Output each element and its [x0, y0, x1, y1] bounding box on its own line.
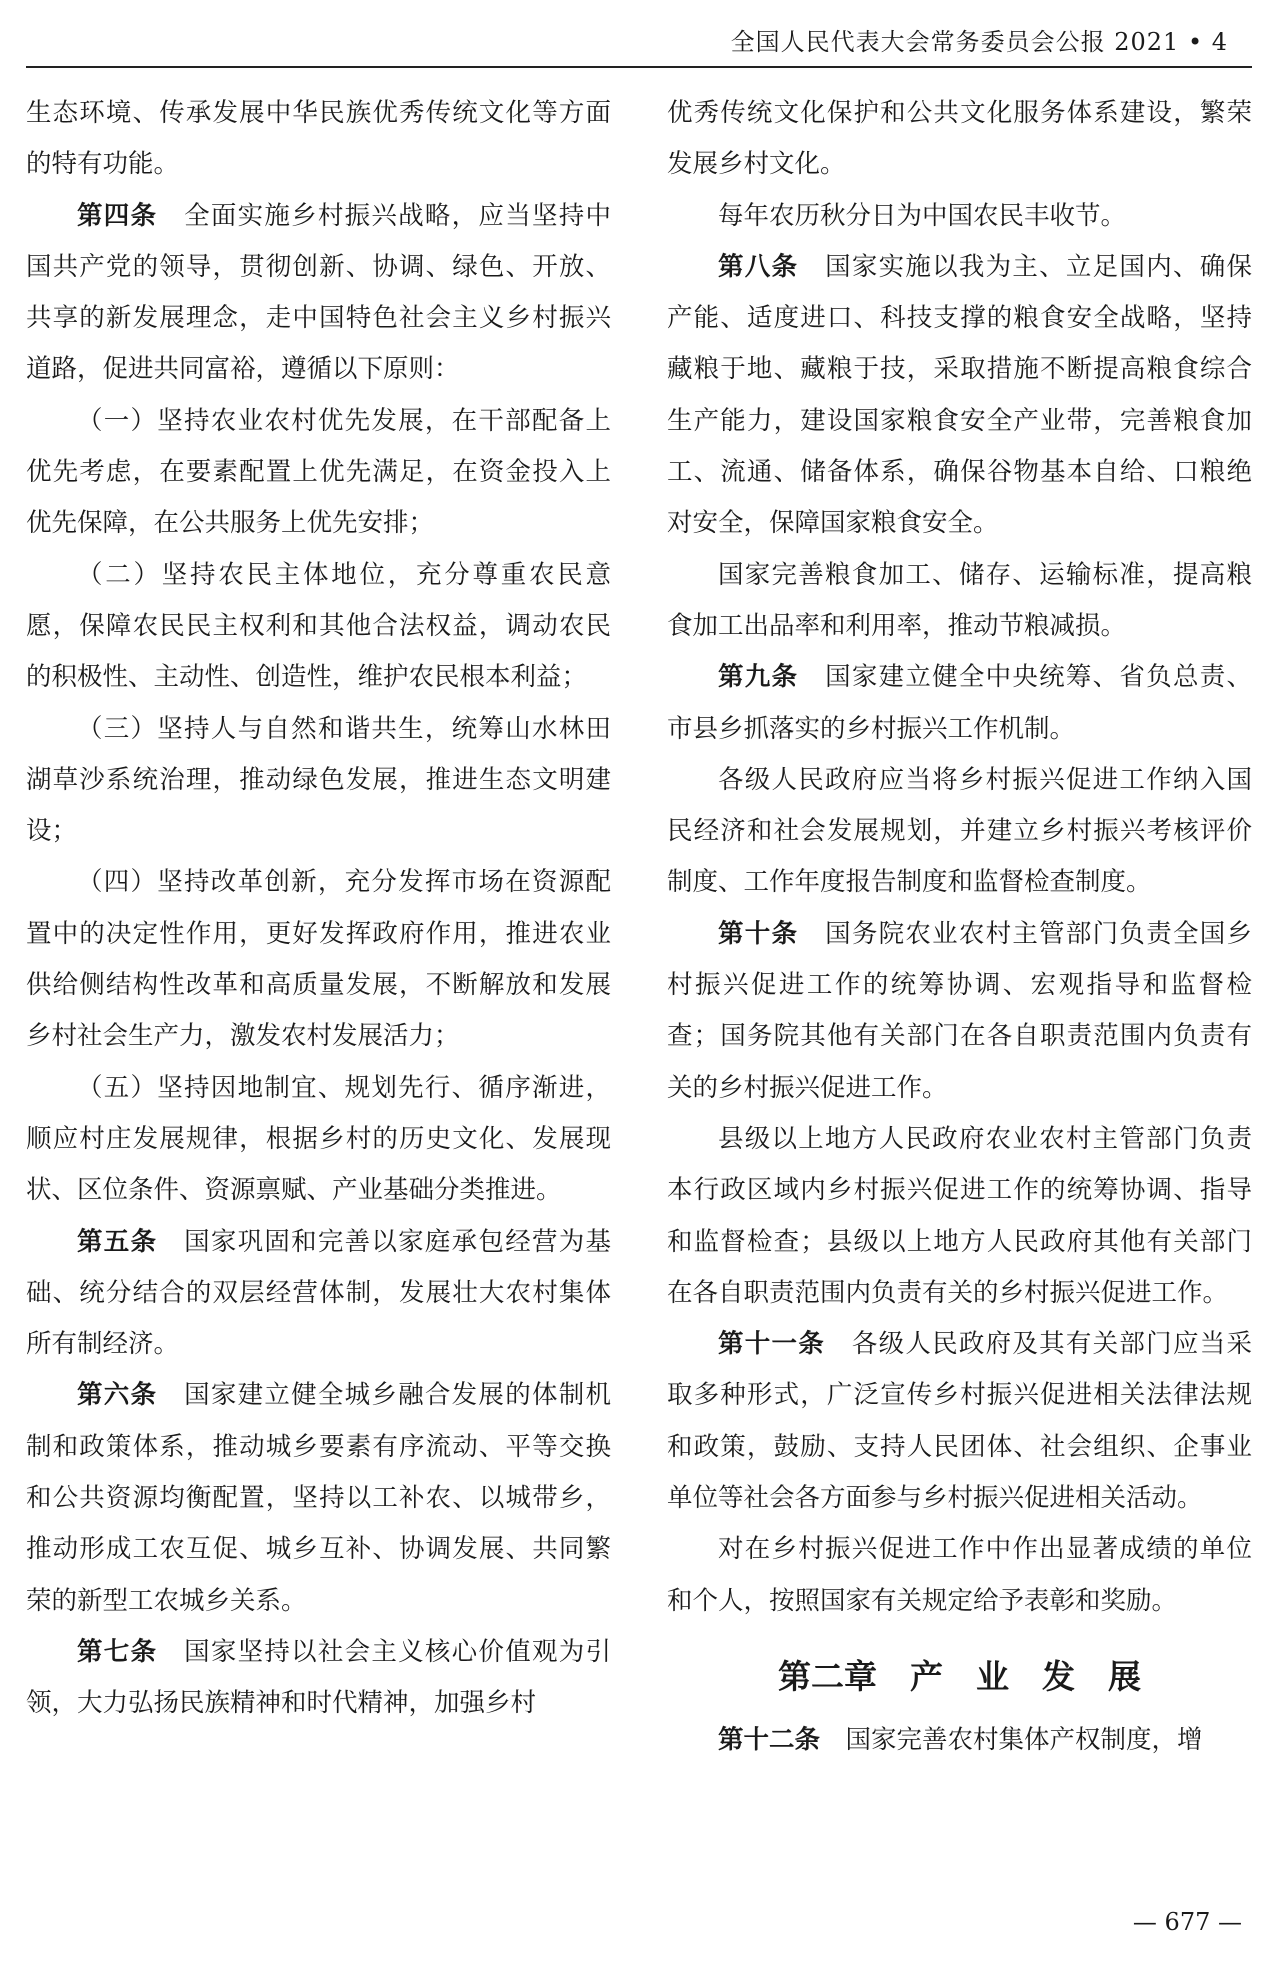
paragraph: 每年农历秋分日为中国农民丰收节。: [718, 200, 1127, 231]
paragraph: （二）坚持农民主体地位，充分尊重农民意愿，保障农民民主权利和其他合法权益，调动农民的积极性、主动性、创造性，维护农民根本利益；: [26, 559, 611, 693]
article-text: 全面实施乡村振兴战略，应当坚持中国共产党的领导，贯彻创新、协调、绿色、开放、共享的新发展理念，走中国特色社会主义乡村振兴道路，促进共同富裕，遵循以下原则：: [26, 200, 611, 385]
article-number: 第十条: [718, 918, 799, 949]
paragraph: 县级以上地方人民政府农业农村主管部门负责本行政区域内乡村振兴促进工作的统筹协调、指导和监督检查；县级以上地方人民政府其他有关部门在各自职责范围内负责有关的乡村振兴促进工作。: [667, 1123, 1252, 1308]
chapter-heading: 第二章 产 业 发 展: [778, 1656, 1141, 1696]
article-number: 第十一条: [718, 1329, 826, 1360]
article-7: [26, 1627, 611, 1730]
article-text: 国家坚持以社会主义核心价值观为引领，大力弘扬民族精神和时代精神，加强乡村: [26, 1636, 611, 1719]
article-6: [26, 1370, 611, 1626]
article-number: 第七条: [77, 1636, 158, 1667]
page-header: [26, 0, 1252, 68]
article-number: 第四条: [77, 200, 158, 231]
article-text: 国家巩固和完善以家庭承包经营为基础、统分结合的双层经营体制，发展壮大农村集体所有制经济。: [26, 1226, 611, 1360]
paragraph: 优秀传统文化保护和公共文化服务体系建设，繁荣发展乡村文化。: [667, 98, 1252, 180]
article-number: 第六条: [77, 1380, 158, 1411]
left-column: [26, 88, 611, 1730]
article-number: 第八条: [718, 251, 799, 282]
page-number: — 677 —: [1132, 1908, 1242, 1936]
article-10: [667, 909, 1252, 1114]
article-8: [667, 242, 1252, 550]
article-4: [26, 191, 611, 396]
article-text: 国家完善农村集体产权制度，增: [845, 1724, 1203, 1755]
paragraph: （五）坚持因地制宜、规划先行、循序渐进，顺应村庄发展规律，根据乡村的历史文化、发展现状、区位条件、资源禀赋、产业基础分类推进。: [26, 1072, 611, 1206]
paragraph: 各级人民政府应当将乡村振兴促进工作纳入国民经济和社会发展规划，并建立乡村振兴考核评价制度、工作年度报告制度和监督检查制度。: [667, 764, 1252, 898]
article-number: 第五条: [77, 1226, 158, 1257]
paragraph: 国家完善粮食加工、储存、运输标准，提高粮食加工出品率和利用率，推动节粮减损。: [667, 559, 1252, 641]
paragraph: （三）坚持人与自然和谐共生，统筹山水林田湖草沙系统治理，推动绿色发展，推进生态文明建设；: [26, 713, 611, 847]
article-11: [667, 1319, 1252, 1524]
article-number: 第十二条: [718, 1724, 821, 1755]
right-column: [667, 88, 1252, 1766]
paragraph: 生态环境、传承发展中华民族优秀传统文化等方面的特有功能。: [26, 98, 611, 180]
article-9: [667, 652, 1252, 755]
journal-title: 全国人民代表大会常务委员会公报 2021 • 4: [730, 28, 1228, 56]
article-12: [667, 1715, 1252, 1766]
article-text: 国家建立健全城乡融合发展的体制机制和政策体系，推动城乡要素有序流动、平等交换和公共资源均衡配置，坚持以工补农、以城带乡，推动形成工农互促、城乡互补、协调发展、共同繁荣的新型工农城乡关系。: [26, 1380, 611, 1616]
article-text: 国家建立健全中央统筹、省负总责、市县乡抓落实的乡村振兴工作机制。: [667, 662, 1252, 744]
article-5: [26, 1217, 611, 1371]
paragraph: （一）坚持农业农村优先发展，在干部配备上优先考虑，在要素配置上优先满足，在资金投入上优先保障，在公共服务上优先安排；: [26, 405, 611, 539]
paragraph: （四）坚持改革创新，充分发挥市场在资源配置中的决定性作用，更好发挥政府作用，推进农业供给侧结构性改革和高质量发展，不断解放和发展乡村社会生产力，激发农村发展活力；: [26, 867, 611, 1052]
paragraph: 对在乡村振兴促进工作中作出显著成绩的单位和个人，按照国家有关规定给予表彰和奖励。: [667, 1534, 1252, 1616]
article-text: 国务院农业农村主管部门负责全国乡村振兴促进工作的统筹协调、宏观指导和监督检查；国务院其他有关部门在各自职责范围内负责有关的乡村振兴促进工作。: [667, 918, 1252, 1103]
article-text: 国家实施以我为主、立足国内、确保产能、适度进口、科技支撑的粮食安全战略，坚持藏粮于地、藏粮于技，采取措施不断提高粮食综合生产能力，建设国家粮食安全产业带，完善粮食加工、流通、储备体系，确保谷物基本自给、口粮绝对安全，保障国家粮食安全。: [667, 251, 1252, 539]
article-number: 第九条: [718, 662, 799, 693]
article-text: 各级人民政府及其有关部门应当采取多种形式，广泛宣传乡村振兴促进相关法律法规和政策，鼓励、支持人民团体、社会组织、企事业单位等社会各方面参与乡村振兴促进相关活动。: [667, 1329, 1252, 1514]
